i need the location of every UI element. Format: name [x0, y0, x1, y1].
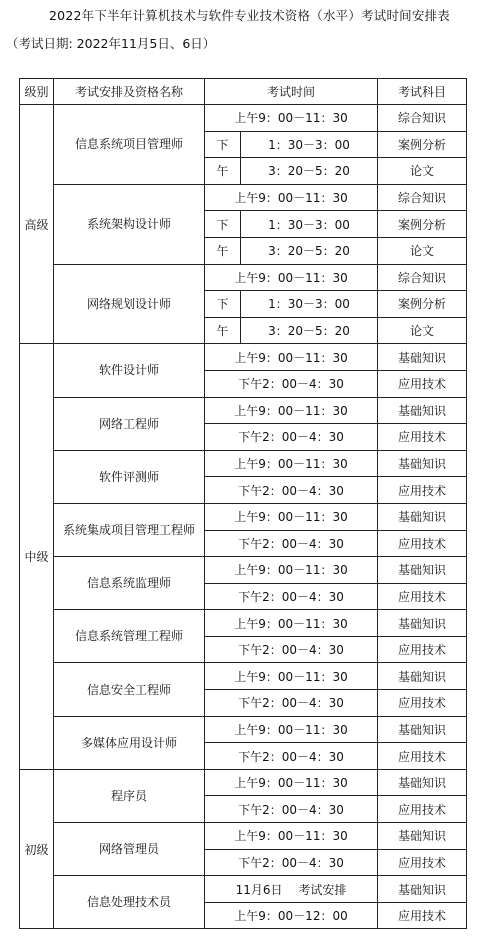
exam-time-morning: 上午9：00－11：30 [205, 264, 378, 291]
header-level: 级别 [20, 79, 54, 105]
exam-date-subtitle: （考试日期: 2022年11月5日、6日） [6, 36, 216, 51]
table-row [20, 503, 467, 530]
table-row [20, 105, 467, 132]
exam-subject: 案例分析 [378, 131, 467, 158]
exam-time-2: 下午2：00－4：30 [205, 690, 378, 717]
exam-subject: 基础知识 [378, 450, 467, 477]
exam-subject: 基础知识 [378, 876, 467, 903]
exam-subject: 基础知识 [378, 503, 467, 530]
table-row [20, 769, 467, 796]
table-row [20, 823, 467, 850]
table-row [20, 663, 467, 690]
header-row [20, 79, 467, 105]
exam-time-1: 上午9：00－11：30 [205, 557, 378, 584]
exam-time-afternoon-2: 3：20－5：20 [241, 237, 378, 264]
exam-subject: 基础知识 [378, 769, 467, 796]
exam-time-afternoon-2: 3：20－5：20 [241, 317, 378, 344]
level-cell: 高级 [20, 105, 54, 344]
exam-time-2: 下午2：00－4：30 [205, 849, 378, 876]
page-title: 2022年下半年计算机技术与软件专业技术资格（水平）考试时间安排表 [49, 8, 450, 23]
exam-name: 系统集成项目管理工程师 [54, 503, 205, 556]
exam-time-2: 下午2：00－4：30 [205, 583, 378, 610]
afternoon-label-bottom: 午 [205, 237, 241, 264]
exam-subject: 案例分析 [378, 211, 467, 238]
exam-name: 信息系统项目管理师 [54, 105, 205, 185]
exam-name: 信息安全工程师 [54, 663, 205, 716]
afternoon-label-bottom: 午 [205, 317, 241, 344]
exam-subject: 应用技术 [378, 849, 467, 876]
exam-name: 信息处理技术员 [54, 876, 205, 929]
exam-name: 网络规划设计师 [54, 264, 205, 344]
exam-subject: 应用技术 [378, 743, 467, 770]
exam-time-afternoon-1: 1：30－3：00 [241, 131, 378, 158]
level-cell: 中级 [20, 344, 54, 770]
schedule-body [20, 79, 467, 929]
header-exam-name: 考试安排及资格名称 [54, 79, 205, 105]
exam-subject: 应用技术 [378, 424, 467, 451]
exam-name: 程序员 [54, 769, 205, 822]
exam-subject: 应用技术 [378, 583, 467, 610]
exam-time-1: 上午9：00－11：30 [205, 397, 378, 424]
afternoon-label-bottom: 午 [205, 158, 241, 185]
exam-time-1: 上午9：00－11：30 [205, 610, 378, 637]
table-row [20, 397, 467, 424]
exam-subject: 应用技术 [378, 370, 467, 397]
exam-time-2: 下午2：00－4：30 [205, 796, 378, 823]
exam-time-1: 上午9：00－11：30 [205, 823, 378, 850]
exam-name: 信息系统监理师 [54, 557, 205, 610]
exam-subject: 论文 [378, 237, 467, 264]
exam-time-1: 上午9：00－11：30 [205, 663, 378, 690]
level-cell: 初级 [20, 769, 54, 929]
exam-subject: 基础知识 [378, 663, 467, 690]
exam-subject: 基础知识 [378, 716, 467, 743]
exam-time-1: 上午9：00－11：30 [205, 503, 378, 530]
table-row [20, 264, 467, 291]
exam-time-2: 下午2：00－4：30 [205, 424, 378, 451]
table-row [20, 184, 467, 211]
exam-name: 网络工程师 [54, 397, 205, 450]
afternoon-label-top: 下 [205, 211, 241, 238]
exam-name: 系统架构设计师 [54, 184, 205, 264]
exam-time-afternoon-1: 1：30－3：00 [241, 291, 378, 318]
exam-subject: 基础知识 [378, 610, 467, 637]
exam-time-1: 上午9：00－11：30 [205, 344, 378, 371]
exam-schedule-table [19, 78, 467, 929]
exam-subject: 基础知识 [378, 557, 467, 584]
exam-time-2: 下午2：00－4：30 [205, 530, 378, 557]
exam-name: 软件评测师 [54, 450, 205, 503]
exam-subject: 基础知识 [378, 397, 467, 424]
exam-subject: 基础知识 [378, 823, 467, 850]
exam-time-afternoon-1: 1：30－3：00 [241, 211, 378, 238]
table-row [20, 557, 467, 584]
table-row [20, 450, 467, 477]
exam-subject: 应用技术 [378, 690, 467, 717]
exam-time-1: 11月6日 考试安排 [205, 876, 378, 903]
exam-subject: 综合知识 [378, 105, 467, 132]
exam-name: 信息系统管理工程师 [54, 610, 205, 663]
exam-subject: 论文 [378, 158, 467, 185]
exam-subject: 论文 [378, 317, 467, 344]
header-subject: 考试科目 [378, 79, 467, 105]
exam-time-2: 下午2：00－4：30 [205, 370, 378, 397]
exam-subject: 应用技术 [378, 796, 467, 823]
exam-subject: 应用技术 [378, 530, 467, 557]
exam-time-1: 上午9：00－11：30 [205, 716, 378, 743]
exam-subject: 应用技术 [378, 477, 467, 504]
header-exam-time: 考试时间 [205, 79, 378, 105]
afternoon-label-top: 下 [205, 291, 241, 318]
exam-subject: 案例分析 [378, 291, 467, 318]
exam-subject: 综合知识 [378, 184, 467, 211]
exam-name: 多媒体应用设计师 [54, 716, 205, 769]
table-row [20, 344, 467, 371]
exam-name: 软件设计师 [54, 344, 205, 397]
exam-subject: 综合知识 [378, 264, 467, 291]
exam-time-2: 上午9：00－12：00 [205, 902, 378, 929]
exam-time-morning: 上午9：00－11：30 [205, 105, 378, 132]
exam-time-morning: 上午9：00－11：30 [205, 184, 378, 211]
exam-time-1: 上午9：00－11：30 [205, 769, 378, 796]
exam-time-2: 下午2：00－4：30 [205, 636, 378, 663]
table-row [20, 716, 467, 743]
exam-time-2: 下午2：00－4：30 [205, 477, 378, 504]
exam-subject: 应用技术 [378, 902, 467, 929]
table-row [20, 876, 467, 903]
exam-subject: 应用技术 [378, 636, 467, 663]
exam-time-1: 上午9：00－11：30 [205, 450, 378, 477]
exam-time-2: 下午2：00－4：30 [205, 743, 378, 770]
exam-time-afternoon-2: 3：20－5：20 [241, 158, 378, 185]
afternoon-label-top: 下 [205, 131, 241, 158]
table-row [20, 610, 467, 637]
exam-name: 网络管理员 [54, 823, 205, 876]
exam-subject: 基础知识 [378, 344, 467, 371]
